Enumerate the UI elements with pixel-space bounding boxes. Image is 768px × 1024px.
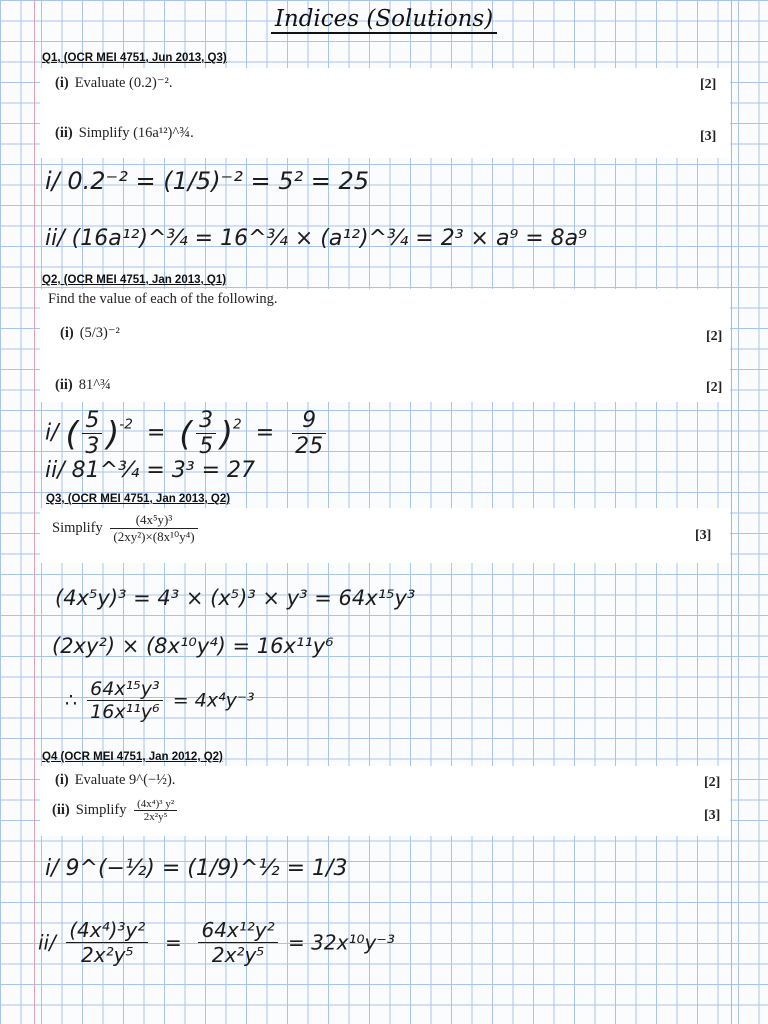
q3-denominator: (2xy²)×(8x¹⁰y⁴)	[113, 529, 195, 544]
q4-part-ii	[52, 798, 181, 823]
q4-solution-ii-prefix: ii/	[38, 930, 56, 955]
q3-solution-line1: (4x⁵y)³ = 4³ × (x⁵)³ × y³ = 64x¹⁵y³	[55, 586, 416, 610]
q4-part-ii-numerator: (4x⁴)³ y²	[134, 798, 177, 811]
q2-part-i-marks: [2]	[706, 329, 723, 344]
q3-marks: [3]	[695, 528, 712, 543]
q2-fraction-five-thirds: $\frac{5}{3}$	[82, 408, 102, 459]
q1-part-i-marks: [2]	[700, 77, 717, 92]
q4-part-i-text: Evaluate 9^(−½).	[74, 772, 176, 788]
q2-part-ii	[55, 377, 111, 394]
q4-part-i-marks: [2]	[704, 775, 721, 790]
q2-solution-i: i/ ( $\frac{5}{3}$ )$^{-2}$ = ( $\frac{3}{5}$ )$^2$ = $\frac{9}{25}$	[45, 408, 330, 459]
q2-part-ii-label: (ii)	[55, 377, 73, 393]
q3-fraction	[110, 512, 197, 545]
margin-line-left	[34, 0, 35, 1024]
q4-part-ii-text: Simplify	[75, 802, 127, 818]
q4-solution-ii-fraction2	[198, 918, 277, 967]
q1-part-i-text: Evaluate (0.2)⁻².	[74, 75, 173, 91]
q2-heading: Q2, (OCR MEI 4751, Jan 2013, Q1)	[42, 274, 227, 286]
q4-part-i-label: (i)	[55, 772, 69, 788]
q4-solution-ii: ii/ $\frac{\text{(4x⁴)³y²}}{\text{2x²y⁵}}$ = $\frac{\text{64x¹²y²}}{\text{2x²y⁵}}$ = 32x¹⁰y⁻³	[38, 918, 395, 967]
q4-part-ii-label: (ii)	[52, 802, 70, 818]
q2-part-ii-marks: [2]	[706, 380, 723, 395]
q4-part-ii-denominator: 2x²y⁵	[143, 811, 168, 823]
q3-heading: Q3, (OCR MEI 4751, Jan 2013, Q2)	[46, 493, 231, 505]
q1-part-i-label: (i)	[55, 75, 69, 91]
q1-part-ii-text: Simplify (16a¹²)^¾.	[78, 125, 194, 141]
q1-part-ii	[55, 125, 194, 142]
q1-part-ii-label: (ii)	[55, 125, 73, 141]
q2-part-ii-text: 81^¾	[78, 377, 111, 393]
q4-solution-ii-denominator1: 2x²y⁵	[81, 943, 134, 967]
q4-solution-ii-result: = 32x¹⁰y⁻³	[288, 930, 395, 955]
q3-solution-denominator: 16x¹¹y⁶	[90, 701, 160, 723]
q3-solution-fraction	[87, 678, 163, 723]
q1-heading: Q1, (OCR MEI 4751, Jun 2013, Q3)	[42, 52, 227, 64]
q4-solution-ii-numerator1: (4x⁴)³y²	[66, 918, 148, 943]
q2-solution-i-prefix: i/	[45, 420, 59, 446]
q4-solution-i: i/ 9^(−½) = (1/9)^½ = 1/3	[45, 856, 348, 881]
q1-part-ii-marks: [3]	[700, 129, 717, 144]
q4-part-ii-marks: [3]	[704, 808, 721, 823]
q2-part-i-label: (i)	[60, 325, 74, 341]
q3-solution-line2: (2xy²) × (8x¹⁰y⁴) = 16x¹¹y⁶	[52, 634, 334, 658]
q3-numerator: (4x⁵y)³	[110, 512, 197, 529]
q4-solution-ii-numerator2: 64x¹²y²	[198, 918, 277, 943]
q4-heading: Q4 (OCR MEI 4751, Jan 2012, Q2)	[42, 751, 223, 763]
q2-part-i-text: (5/3)⁻²	[79, 325, 120, 341]
q1-solution-i: i/ 0.2⁻² = (1/5)⁻² = 5² = 25	[45, 167, 370, 195]
q1-solution-ii: ii/ (16a¹²)^¾ = 16^¾ × (a¹²)^¾ = 2³ × a⁹ = 8a⁹	[45, 226, 587, 251]
q2-fraction-three-fifths: $\frac{3}{5}$	[196, 408, 216, 459]
q3-text: Simplify	[52, 520, 103, 536]
q3-solution-result: = 4x⁴y⁻³	[172, 689, 255, 712]
q3-solution-numerator: 64x¹⁵y³	[87, 678, 163, 701]
q2-fraction-nine-25: $\frac{9}{25}$	[292, 408, 326, 459]
q4-part-i	[55, 772, 175, 789]
page-title: Indices (Solutions)	[0, 6, 768, 32]
q2-solution-ii: ii/ 81^¾ = 3³ = 27	[45, 458, 256, 483]
q3-question	[52, 512, 202, 545]
q1-part-i	[55, 75, 172, 92]
q3-therefore: ∴	[65, 689, 78, 712]
q4-part-ii-fraction	[134, 798, 177, 823]
q4-solution-ii-fraction1	[66, 918, 148, 967]
margin-line-right	[731, 0, 732, 1024]
q2-part-i	[60, 325, 120, 342]
q4-solution-ii-denominator2: 2x²y⁵	[211, 943, 265, 967]
q2-intro: Find the value of each of the following.	[48, 291, 278, 307]
q3-solution-line3	[65, 678, 255, 723]
